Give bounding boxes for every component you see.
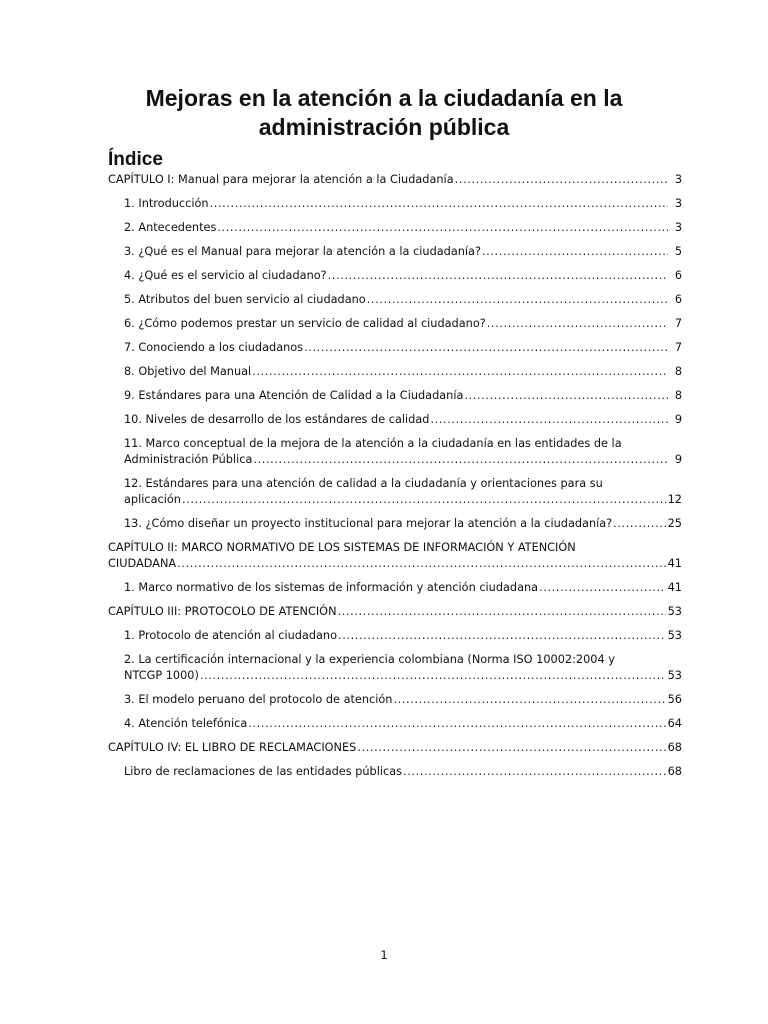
toc-dot-leader: [487, 316, 668, 332]
index-heading: Índice: [108, 149, 163, 170]
toc-section-entry[interactable]: [108, 516, 682, 532]
toc-dot-leader: [253, 452, 668, 468]
toc-page-number: 53: [667, 629, 682, 642]
toc-entry-text: 2. Antecedentes: [124, 221, 217, 234]
toc-entry-text: 3. ¿Qué es el Manual para mejorar la atención a la ciudadanía?: [124, 245, 481, 258]
toc-entry-text: CAPÍTULO IV: EL LIBRO DE RECLAMACIONES: [108, 741, 357, 754]
toc-entry-line: [124, 628, 682, 644]
toc-page-number: 7: [674, 341, 682, 354]
toc-page-number: 41: [667, 581, 682, 594]
toc-page-number: 3: [674, 173, 682, 186]
toc-dot-leader: [177, 556, 666, 572]
toc-entry-line: [108, 604, 682, 620]
toc-page-number: 6: [674, 269, 682, 282]
toc-entry-text-first-line: 2. La certificación internacional y la experiencia colombiana (Norma ISO 10002:2004 y: [124, 653, 615, 666]
toc-dot-leader: [393, 692, 665, 708]
toc-section-entry[interactable]: [108, 388, 682, 404]
toc-entry-line: [124, 412, 682, 428]
toc-section-entry[interactable]: [108, 220, 682, 236]
toc-page-number: 8: [674, 389, 682, 402]
toc-entry-line: [124, 580, 682, 596]
toc-page-number: 53: [667, 669, 682, 682]
toc-section-entry[interactable]: [108, 244, 682, 260]
toc-dot-leader: [403, 764, 666, 780]
toc-entry-text: aplicación: [124, 493, 181, 506]
toc-entry-line: [124, 716, 682, 732]
toc-entry-line: [108, 172, 682, 188]
toc-entry-text-first-line: CAPÍTULO II: MARCO NORMATIVO DE LOS SISTEMAS DE INFORMACIÓN Y ATENCIÓN: [108, 541, 576, 554]
toc-section-entry[interactable]: [108, 316, 682, 332]
toc-section-entry[interactable]: [108, 364, 682, 380]
toc-section-entry[interactable]: [108, 652, 682, 684]
toc-entry-text: 4. ¿Qué es el servicio al ciudadano?: [124, 269, 327, 282]
toc-section-entry[interactable]: [108, 476, 682, 508]
toc-entry-text: 8. Objetivo del Manual: [124, 365, 252, 378]
toc-section-entry[interactable]: [108, 692, 682, 708]
toc-entry-text: 10. Niveles de desarrollo de los estándares de calidad: [124, 413, 430, 426]
toc-dot-leader: [248, 716, 665, 732]
toc-page-number: 41: [667, 557, 682, 570]
toc-page-number: 56: [667, 693, 682, 706]
toc-entry-line: [124, 516, 682, 532]
toc-entry-line: [124, 492, 682, 508]
toc-dot-leader: [338, 604, 666, 620]
toc-page-number: 68: [667, 741, 682, 754]
toc-section-entry[interactable]: [108, 580, 682, 596]
toc-dot-leader: [252, 364, 668, 380]
toc-section-entry[interactable]: [108, 292, 682, 308]
toc-page-number: 7: [674, 317, 682, 330]
toc-entry-text-first-line: 11. Marco conceptual de la mejora de la atención a la ciudadanía en las entidades de la: [124, 437, 622, 450]
title-line-2: administración pública: [258, 114, 510, 140]
toc-page-number: 5: [674, 245, 682, 258]
toc-section-entry[interactable]: [108, 436, 682, 468]
table-of-contents: [108, 172, 682, 788]
toc-entry-line: [124, 316, 682, 332]
toc-entry-line: [108, 740, 682, 756]
toc-entry-text-first-line: 12. Estándares para una atención de calidad a la ciudadanía y orientaciones para su: [124, 477, 603, 490]
toc-entry-text: Libro de reclamaciones de las entidades públicas: [124, 765, 403, 778]
toc-chapter-entry[interactable]: [108, 172, 682, 188]
toc-section-entry[interactable]: [108, 268, 682, 284]
toc-page-number: 8: [674, 365, 682, 378]
toc-section-entry[interactable]: [108, 196, 682, 212]
toc-entry-text: 3. El modelo peruano del protocolo de atención: [124, 693, 393, 706]
toc-entry-text: CAPÍTULO I: Manual para mejorar la atención a la Ciudadanía: [108, 173, 454, 186]
toc-entry-line: [124, 340, 682, 356]
toc-section-entry[interactable]: [108, 716, 682, 732]
toc-dot-leader: [182, 492, 666, 508]
toc-entry-text: 6. ¿Cómo podemos prestar un servicio de calidad al ciudadano?: [124, 317, 486, 330]
toc-section-entry[interactable]: [108, 340, 682, 356]
toc-entry-text: 5. Atributos del buen servicio al ciudadano: [124, 293, 366, 306]
toc-page-number: 9: [674, 413, 682, 426]
toc-dot-leader: [304, 340, 668, 356]
toc-page-number: 9: [674, 453, 682, 466]
toc-chapter-entry[interactable]: [108, 604, 682, 620]
toc-entry-text: CAPÍTULO III: PROTOCOLO DE ATENCIÓN: [108, 605, 337, 618]
toc-dot-leader: [367, 292, 668, 308]
title-line-1: Mejoras en la atención a la ciudadanía en la: [145, 85, 623, 111]
toc-entry-text: Administración Pública: [124, 453, 253, 466]
toc-page-number: 64: [667, 717, 682, 730]
toc-entry-line: [124, 692, 682, 708]
toc-page-number: 6: [674, 293, 682, 306]
toc-entry-line: [124, 364, 682, 380]
toc-page-number: 68: [667, 765, 682, 778]
toc-dot-leader: [430, 412, 668, 428]
toc-chapter-entry[interactable]: [108, 540, 682, 572]
toc-entry-line: [124, 220, 682, 236]
toc-entry-line: [124, 452, 682, 468]
toc-dot-leader: [200, 668, 666, 684]
toc-entry-text: CIUDADANA: [108, 557, 177, 570]
document-title: [100, 84, 668, 142]
toc-page-number: 53: [667, 605, 682, 618]
toc-entry-text: 7. Conociendo a los ciudadanos: [124, 341, 304, 354]
toc-section-entry[interactable]: [108, 628, 682, 644]
toc-section-entry[interactable]: [108, 412, 682, 428]
toc-entry-line: [124, 668, 682, 684]
toc-page-number: 12: [667, 493, 682, 506]
toc-entry-text: 1. Marco normativo de los sistemas de información y atención ciudadana: [124, 581, 539, 594]
toc-entry-text: 1. Protocolo de atención al ciudadano: [124, 629, 338, 642]
toc-entry-line: [124, 244, 682, 260]
toc-entry-line: [108, 556, 682, 572]
toc-dot-leader: [328, 268, 668, 284]
toc-entry-line: [124, 268, 682, 284]
toc-entry-line: [124, 388, 682, 404]
toc-dot-leader: [482, 244, 668, 260]
toc-page-number: 3: [674, 197, 682, 210]
toc-dot-leader: [613, 516, 665, 532]
toc-entry-text: 13. ¿Cómo diseñar un proyecto institucional para mejorar la atención a la ciudadanía?: [124, 517, 613, 530]
toc-dot-leader: [464, 388, 668, 404]
toc-entry-text: 9. Estándares para una Atención de Calidad a la Ciudadanía: [124, 389, 464, 402]
toc-dot-leader: [539, 580, 666, 596]
toc-entry-line: [124, 196, 682, 212]
page-number: 1: [380, 948, 388, 962]
toc-page-number: 3: [674, 221, 682, 234]
toc-dot-leader: [217, 220, 668, 236]
toc-section-entry[interactable]: [108, 764, 682, 780]
toc-entry-line: [124, 764, 682, 780]
toc-dot-leader: [210, 196, 668, 212]
toc-dot-leader: [338, 628, 666, 644]
toc-entry-text: 1. Introducción: [124, 197, 209, 210]
toc-entry-line: [124, 292, 682, 308]
toc-dot-leader: [455, 172, 668, 188]
toc-page-number: 25: [667, 517, 682, 530]
toc-dot-leader: [357, 740, 665, 756]
toc-entry-text: NTCGP 1000): [124, 669, 199, 682]
toc-entry-text: 4. Atención telefónica: [124, 717, 248, 730]
toc-chapter-entry[interactable]: [108, 740, 682, 756]
